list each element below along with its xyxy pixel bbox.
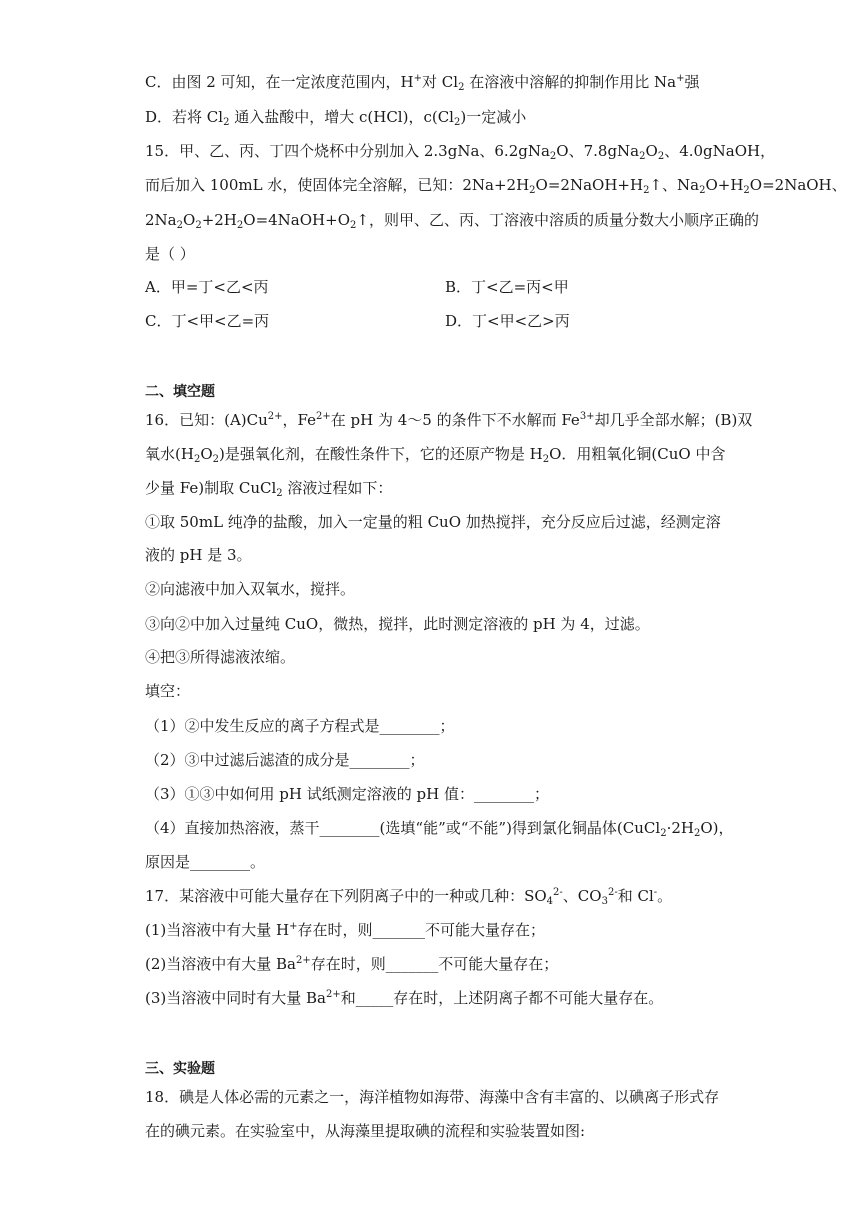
q15-stem-line3: $2Na_2O_2+2H_2O=4NaOH+O_2↑$，则甲、乙、丙、丁溶液中溶质的质量分数大小顺序正确的 <box>145 211 759 231</box>
q16-sub4-line1: （4）直接加热溶液，蒸干________(选填“能”或“不能”)得到氯化铜晶体$(CuCl_2\cdot 2H_2O)$， <box>145 819 734 839</box>
section-heading-fill-in: 二、填空题 <box>145 384 215 400</box>
section-heading-experiment: 三、实验题 <box>145 1061 215 1077</box>
q18-stem-line1: 18．碘是人体必需的元素之一，海洋植物如海带、海藻中含有丰富的、以碘离子形式存 <box>145 1088 720 1106</box>
q16-sub4-line2: 原因是________。 <box>145 853 266 871</box>
q16-sub2: （2）③中过滤后滤渣的成分是________； <box>145 751 425 769</box>
q18-stem-line2: 在的碘元素。在实验室中，从海藻里提取碘的流程和实验装置如图: <box>145 1122 586 1140</box>
q16-step4: ④把③所得滤液浓缩。 <box>145 648 296 666</box>
q16-step1-line1: ①取 50mL 纯净的盐酸，加入一定量的粗 CuO 加热搅拌，充分反应后过滤，经测定溶 <box>145 513 721 531</box>
q16-step2: ②向滤液中加入双氧水，搅拌。 <box>145 580 356 598</box>
q17-sub2: (2)当溶液中有大量 $Ba^{2+}$存在时，则_______不可能大量存在； <box>145 955 559 973</box>
q16-fill-label: 填空： <box>145 682 191 700</box>
q16-stem-line1: 16．已知：$(A)Cu^{2+}$，$Fe^{2+}$在 pH 为 4～5 的条件下不水解而 $Fe^{3+}$却几乎全部水解；(B)双 <box>145 411 753 429</box>
q14-option-d: D．若将 $Cl_2$ 通入盐酸中，增大 c(HCl)，$c(Cl_2)$一定减小 <box>145 108 527 128</box>
q16-stem-line3: 少量 Fe)制取 CuCl$_2$ 溶液过程如下： <box>145 479 393 499</box>
q16-step3: ③向②中加入过量纯 CuO，微热，搅拌，此时测定溶液的 pH 为 4，过滤。 <box>145 615 650 633</box>
q15-option-d: D．丁<甲<乙>丙 <box>445 312 570 330</box>
q17-sub1: (1)当溶液中有大量 H+存在时，则_______不可能大量存在； <box>145 921 546 939</box>
q17-stem: 17．某溶液中可能大量存在下列阴离子中的一种或几种：$SO_4^{2-}$、$CO_3^{2-}$和 Cl-。 <box>145 887 673 907</box>
q16-stem-line2: 氧水$(H_2O_2)$是强氧化剂，在酸性条件下，它的还原产物是 $H_2O$．用粗氧化铜(CuO 中含 <box>145 445 726 465</box>
q17-sub3: (3)当溶液中同时有大量 $Ba^{2+}$和_____存在时，上述阴离子都不可能大量存在。 <box>145 989 664 1007</box>
q15-option-b: B．丁<乙=丙<甲 <box>445 278 569 296</box>
q16-sub3: （3）①③中如何用 pH 试纸测定溶液的 pH 值：________； <box>145 785 549 803</box>
q15-stem-line4: 是（ ） <box>145 245 195 263</box>
q16-step1-line2: 液的 pH 是 3。 <box>145 546 252 564</box>
q15-option-a: A．甲=丁<乙<丙 <box>145 278 269 296</box>
q14-option-c: C．由图 2 可知，在一定浓度范围内，H+对 $Cl_2$ 在溶液中溶解的抑制作用比 Na+强 <box>145 73 700 93</box>
q16-sub1: （1）②中发生反应的离子方程式是________； <box>145 717 455 735</box>
q15-stem-line2: 而后加入 100mL 水，使固体完全溶解，已知：$2Na+2H_2O=2NaOH+H_2↑$、$Na_2O+H_2O=2NaOH$、 <box>145 176 847 196</box>
q15-option-c: C．丁<甲<乙=丙 <box>145 312 270 330</box>
q15-stem-line1: 15．甲、乙、丙、丁四个烧杯中分别加入 2.3gNa、6.2gNa$_2$O、$7.8gNa_2O_2$、4.0gNaOH， <box>145 142 776 162</box>
